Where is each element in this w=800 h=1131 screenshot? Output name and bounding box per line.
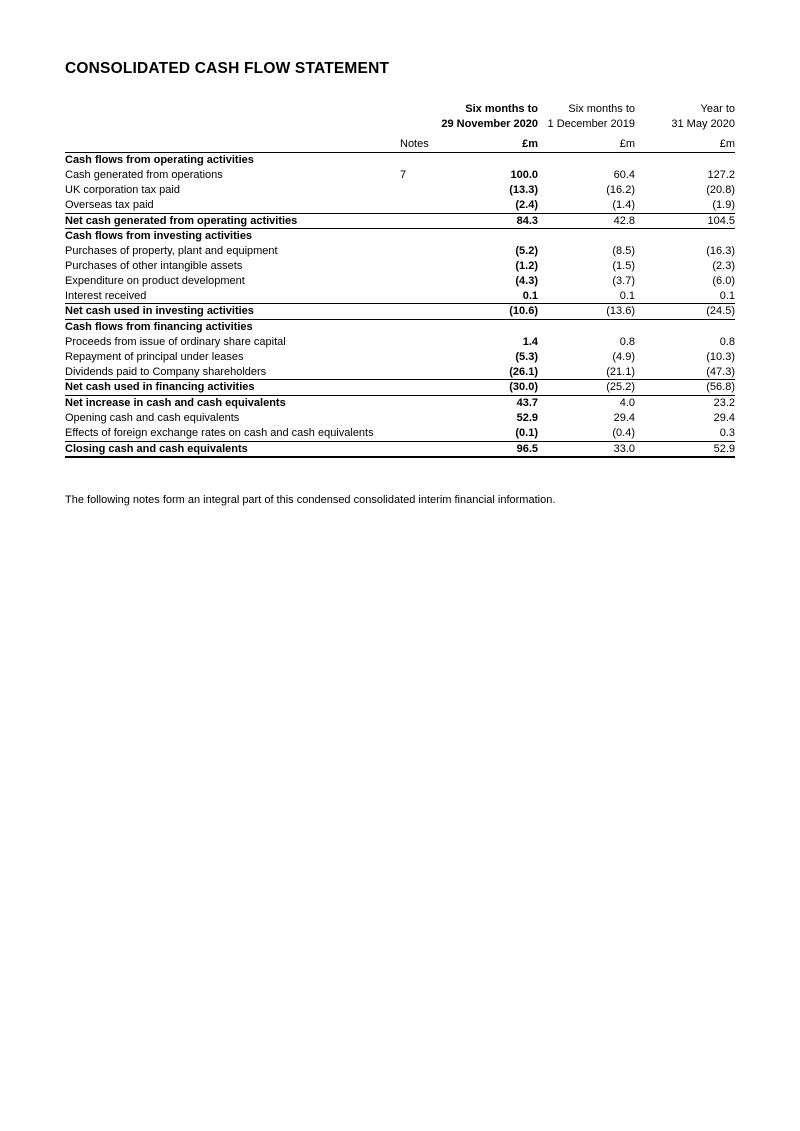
table-row xyxy=(65,213,735,229)
row-value-current-period: 96.5 xyxy=(440,441,538,457)
row-value-prior-period: (13.6) xyxy=(538,304,635,320)
row-note xyxy=(400,213,440,229)
row-value-prior-period: (0.4) xyxy=(612,426,635,439)
row-value-prior-period: (8.5) xyxy=(612,245,635,258)
header-spacer xyxy=(400,102,440,117)
row-note xyxy=(400,350,440,365)
row-note xyxy=(400,183,440,198)
row-value-current-period xyxy=(440,320,538,335)
row-value-current-period: 84.3 xyxy=(440,213,538,229)
row-value-current-period: (13.3) xyxy=(509,183,538,196)
row-value-full-year: (6.0) xyxy=(712,274,735,287)
table-row xyxy=(65,396,735,411)
row-value-prior-period: 60.4 xyxy=(613,169,635,182)
row-value-full-year: 0.1 xyxy=(719,289,735,302)
row-value-full-year: 52.9 xyxy=(635,441,735,457)
table-row xyxy=(65,244,735,259)
row-label: Cash generated from operations xyxy=(65,169,223,182)
row-label: Overseas tax paid xyxy=(65,198,154,211)
header-row-period xyxy=(65,102,735,117)
row-value-full-year: 104.5 xyxy=(635,213,735,229)
column-header-year-date: 31 May 2020 xyxy=(671,117,735,130)
row-value-prior-period: 33.0 xyxy=(538,441,635,457)
column-header-current-period: Six months to xyxy=(465,103,538,115)
row-value-full-year: 127.2 xyxy=(707,169,735,182)
document-page xyxy=(0,0,800,507)
column-header-current-date: 29 November 2020 xyxy=(441,117,538,130)
table-row xyxy=(65,229,735,244)
table-row xyxy=(65,304,735,320)
row-note xyxy=(400,411,440,426)
table-row xyxy=(65,274,735,289)
row-value-current-period: (0.1) xyxy=(515,426,538,439)
table-row xyxy=(65,289,735,304)
row-value-full-year xyxy=(635,320,735,335)
table-row xyxy=(65,380,735,396)
row-value-current-period: (30.0) xyxy=(440,380,538,396)
row-note xyxy=(400,198,440,213)
row-value-prior-period: (16.2) xyxy=(606,183,635,196)
header-row-dates xyxy=(65,117,735,132)
row-note xyxy=(400,259,440,274)
row-label: Cash flows from investing activities xyxy=(65,229,400,244)
row-value-full-year: 0.3 xyxy=(719,426,735,439)
page-title: CONSOLIDATED CASH FLOW STATEMENT xyxy=(65,60,390,77)
row-note xyxy=(400,244,440,259)
row-value-current-period: 1.4 xyxy=(522,335,538,348)
row-note xyxy=(400,153,440,168)
table-header xyxy=(65,102,735,153)
row-value-current-period: (10.6) xyxy=(440,304,538,320)
row-note xyxy=(400,365,440,380)
row-value-full-year: (47.3) xyxy=(706,365,735,378)
row-value-full-year: (2.3) xyxy=(712,259,735,272)
row-note xyxy=(400,426,440,441)
row-value-prior-period xyxy=(538,153,635,168)
row-value-prior-period xyxy=(538,320,635,335)
table-row xyxy=(65,411,735,426)
header-spacer xyxy=(65,132,400,153)
row-value-current-period xyxy=(440,153,538,168)
row-note xyxy=(400,335,440,350)
row-value-full-year xyxy=(635,229,735,244)
row-value-prior-period: 0.1 xyxy=(619,289,635,302)
row-value-prior-period: 42.8 xyxy=(538,213,635,229)
row-label: Dividends paid to Company shareholders xyxy=(65,365,267,378)
table-row xyxy=(65,183,735,198)
row-note xyxy=(400,380,440,396)
row-value-current-period: (1.2) xyxy=(515,259,538,272)
row-note xyxy=(400,289,440,304)
row-value-current-period: (4.3) xyxy=(515,274,538,287)
row-label: Net cash used in investing activities xyxy=(65,304,400,320)
row-note xyxy=(400,320,440,335)
row-value-full-year: 0.8 xyxy=(719,335,735,348)
row-note xyxy=(400,441,440,457)
row-label: Effects of foreign exchange rates on cash and cash equivalents xyxy=(65,426,374,439)
row-note xyxy=(400,274,440,289)
column-header-prior-period: Six months to xyxy=(568,103,635,115)
header-spacer xyxy=(400,117,440,132)
column-header-prior-date: 1 December 2019 xyxy=(547,117,635,130)
table-row xyxy=(65,320,735,335)
column-header-notes: Notes xyxy=(400,132,440,153)
column-unit-prior: £m xyxy=(538,132,635,153)
row-value-prior-period: (21.1) xyxy=(606,365,635,378)
footnote-text: The following notes form an integral part of this condensed consolidated interim financial information. xyxy=(65,494,556,507)
row-value-full-year: (10.3) xyxy=(706,350,735,363)
header-spacer xyxy=(65,117,400,132)
column-header-full-year: Year to xyxy=(700,103,735,115)
row-value-full-year: 29.4 xyxy=(713,411,735,424)
row-value-full-year: (24.5) xyxy=(635,304,735,320)
row-label: Interest received xyxy=(65,289,147,302)
row-label: Proceeds from issue of ordinary share capital xyxy=(65,335,286,348)
row-label: UK corporation tax paid xyxy=(65,183,180,196)
cash-flow-table xyxy=(65,102,735,458)
row-value-full-year: 23.2 xyxy=(635,396,735,411)
row-value-prior-period: (1.4) xyxy=(612,198,635,211)
row-value-full-year: (16.3) xyxy=(706,245,735,258)
row-value-current-period xyxy=(440,229,538,244)
row-value-current-period: (26.1) xyxy=(509,365,538,378)
row-value-prior-period: (1.5) xyxy=(612,259,635,272)
table-row xyxy=(65,168,735,183)
column-unit-year: £m xyxy=(635,132,735,153)
table-row xyxy=(65,153,735,168)
row-label: Cash flows from financing activities xyxy=(65,320,400,335)
row-label: Net cash used in financing activities xyxy=(65,380,400,396)
row-label: Cash flows from operating activities xyxy=(65,154,254,167)
header-spacer xyxy=(65,102,400,117)
table-row xyxy=(65,259,735,274)
table-row xyxy=(65,365,735,380)
row-value-full-year: (56.8) xyxy=(635,380,735,396)
row-value-prior-period: (4.9) xyxy=(612,350,635,363)
row-value-prior-period xyxy=(538,229,635,244)
row-label: Purchases of property, plant and equipment xyxy=(65,245,278,258)
row-value-full-year xyxy=(635,153,735,168)
row-value-full-year: (20.8) xyxy=(706,183,735,196)
row-value-current-period: (5.2) xyxy=(515,245,538,258)
row-value-prior-period: (25.2) xyxy=(538,380,635,396)
row-note xyxy=(400,304,440,320)
table-row xyxy=(65,441,735,457)
row-value-current-period: 43.7 xyxy=(440,396,538,411)
header-row-units xyxy=(65,132,735,153)
row-value-full-year: (1.9) xyxy=(712,198,735,211)
row-note: 7 xyxy=(400,169,407,182)
row-value-prior-period: 29.4 xyxy=(613,411,635,424)
row-value-current-period: 0.1 xyxy=(522,289,538,302)
table-row xyxy=(65,198,735,213)
row-value-current-period: (5.3) xyxy=(515,350,538,363)
row-value-prior-period: (3.7) xyxy=(612,274,635,287)
row-value-current-period: 100.0 xyxy=(510,169,538,182)
table-body xyxy=(65,153,735,457)
row-label: Opening cash and cash equivalents xyxy=(65,411,240,424)
row-label: Net increase in cash and cash equivalents xyxy=(65,396,400,411)
row-label: Expenditure on product development xyxy=(65,274,245,287)
column-unit-current: £m xyxy=(440,132,538,153)
row-label: Purchases of other intangible assets xyxy=(65,259,243,272)
row-value-current-period: 52.9 xyxy=(516,411,538,424)
table-row xyxy=(65,335,735,350)
table-row xyxy=(65,426,735,441)
row-value-prior-period: 0.8 xyxy=(619,335,635,348)
row-note xyxy=(400,396,440,411)
row-note xyxy=(400,229,440,244)
row-label: Net cash generated from operating activities xyxy=(65,213,400,229)
row-value-current-period: (2.4) xyxy=(515,198,538,211)
table-row xyxy=(65,350,735,365)
row-value-prior-period: 4.0 xyxy=(538,396,635,411)
row-label: Closing cash and cash equivalents xyxy=(65,441,400,457)
row-label: Repayment of principal under leases xyxy=(65,350,244,363)
